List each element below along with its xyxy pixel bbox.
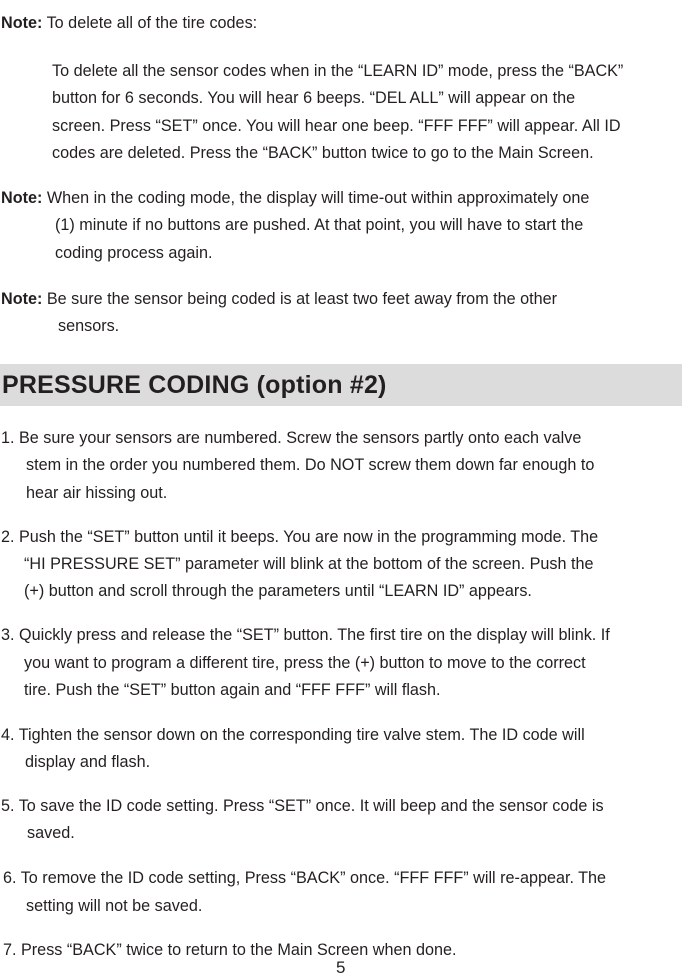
- step-line: tire. Push the “SET” button again and “FFF FFF” will flash.: [24, 681, 441, 699]
- step-line: display and flash.: [25, 753, 151, 771]
- step-line: you want to program a different tire, press the (+) button to move to the correct: [24, 654, 586, 672]
- step-line: hear air hissing out.: [26, 484, 168, 502]
- step-line: saved.: [27, 824, 75, 842]
- note-body-line: button for 6 seconds. You will hear 6 beeps. “DEL ALL” will appear on the: [52, 89, 576, 107]
- note-heading: [1, 286, 557, 313]
- step-line: (+) button and scroll through the parameters until “LEARN ID” appears.: [24, 582, 532, 600]
- step-line: 1. Be sure your sensors are numbered. Screw the sensors partly onto each valve: [1, 429, 582, 447]
- step-line: 4. Tighten the sensor down on the corresponding tire valve stem. The ID code will: [1, 726, 585, 744]
- step-line: “HI PRESSURE SET” parameter will blink at the bottom of the screen. Push the: [24, 555, 594, 573]
- note-body-line: To delete all the sensor codes when in the “LEARN ID” mode, press the “BACK”: [52, 62, 624, 80]
- section-header-bar: [0, 364, 682, 406]
- section-title: PRESSURE CODING (option #2): [2, 371, 387, 399]
- step-line: 2. Push the “SET” button until it beeps. You are now in the programming mode. The: [1, 528, 599, 546]
- note-label: Note:: [1, 14, 43, 32]
- step-line: 6. To remove the ID code setting, Press “BACK” once. “FFF FFF” will re-appear. The: [3, 869, 607, 887]
- note-body-line: (1) minute if no buttons are pushed. At that point, you will have to start the: [55, 216, 584, 234]
- step-line: 5. To save the ID code setting. Press “SET” once. It will beep and the sensor code is: [1, 797, 604, 815]
- step-line: setting will not be saved.: [26, 897, 203, 915]
- note-body-line: screen. Press “SET” once. You will hear one beep. “FFF FFF” will appear. All ID: [52, 117, 621, 135]
- note-label: Note:: [1, 189, 43, 207]
- note-body-line: coding process again.: [55, 244, 213, 262]
- note-heading: [1, 185, 589, 212]
- note-label: Note:: [1, 290, 43, 308]
- note-heading: [1, 10, 257, 37]
- note-text: When in the coding mode, the display will time-out within approximately one: [46, 189, 590, 207]
- page-number: 5: [336, 958, 346, 977]
- note-text: To delete all of the tire codes:: [46, 14, 258, 32]
- note-text: Be sure the sensor being coded is at least two feet away from the other: [46, 290, 558, 308]
- note-body-line: codes are deleted. Press the “BACK” button twice to go to the Main Screen.: [52, 144, 594, 162]
- step-line: stem in the order you numbered them. Do NOT screw them down far enough to: [26, 456, 595, 474]
- note-body-line: sensors.: [58, 317, 120, 335]
- step-line: 7. Press “BACK” twice to return to the Main Screen when done.: [3, 941, 457, 959]
- step-line: 3. Quickly press and release the “SET” button. The first tire on the display will blink. If: [1, 626, 610, 644]
